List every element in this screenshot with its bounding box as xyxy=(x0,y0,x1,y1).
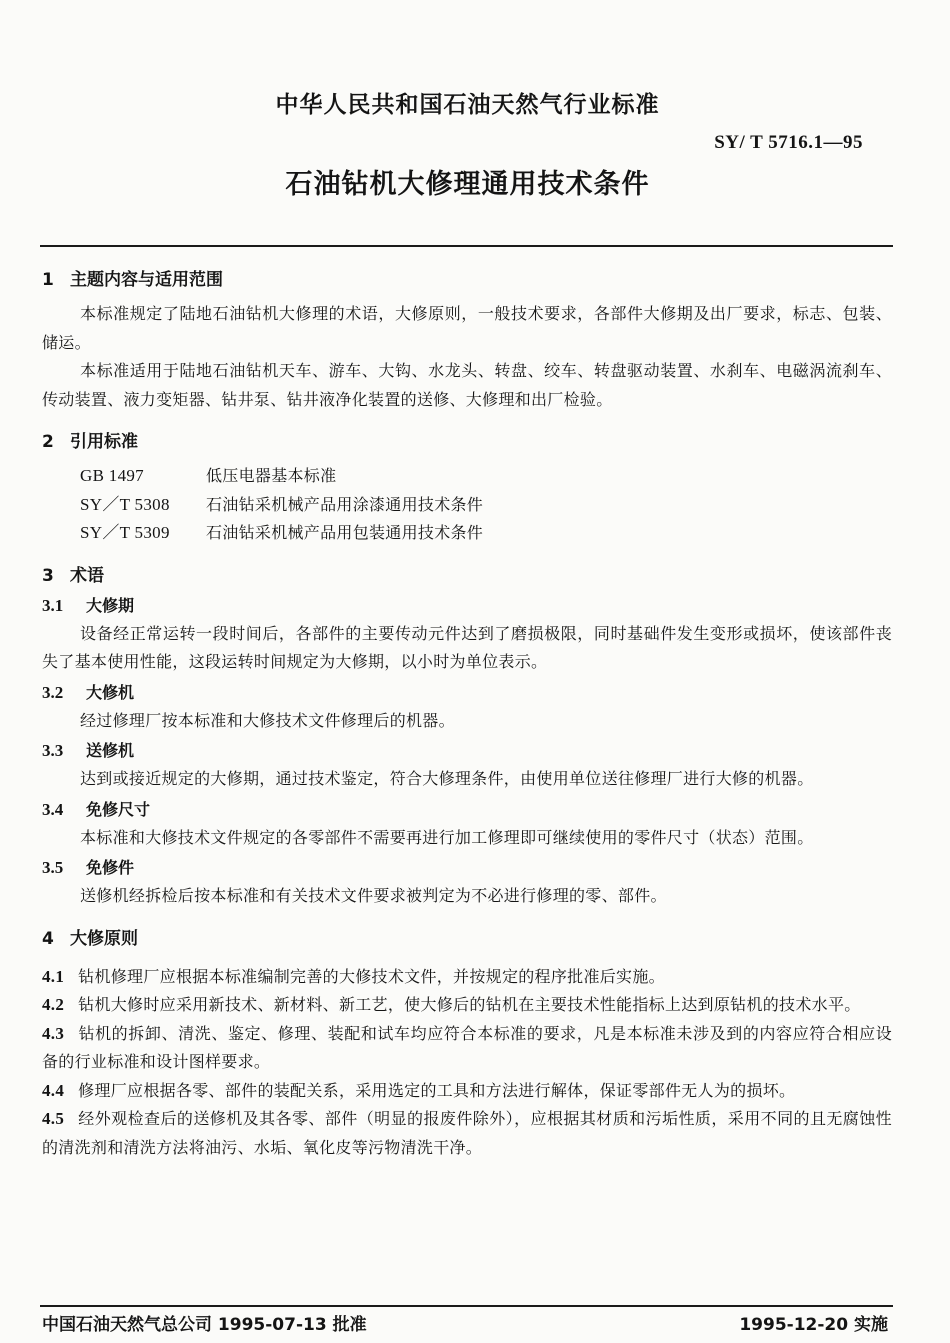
section-number: 2 xyxy=(42,432,54,452)
term-entry xyxy=(42,854,892,911)
reference-code: SY／T 5308 xyxy=(80,494,170,514)
term-name: 大修机 xyxy=(86,682,135,702)
clause-text: 钻机大修时应采用新技术、新材料、新工艺，使大修后的钻机在主要技术性能指标上达到原钻机的技术水平。 xyxy=(78,995,861,1014)
term-name: 免修尺寸 xyxy=(86,799,151,819)
term-entry xyxy=(42,737,892,794)
document-body xyxy=(42,266,892,1162)
clause-number: 4.4 xyxy=(42,1080,65,1100)
section-number: 3 xyxy=(42,565,54,586)
standard-code: SY/ T 5716.1—95 xyxy=(714,132,863,153)
term-heading xyxy=(42,592,892,620)
term-number: 3.4 xyxy=(42,799,64,819)
reference-code: GB 1497 xyxy=(80,466,144,485)
clause-number: 4.5 xyxy=(42,1109,65,1128)
term-definition: 设备经正常运转一段时间后，各部件的主要传动元件达到了磨损极限，同时基础件发生变形或损坏，使该部件丧失了基本使用性能，这段运转时间规定为大修期，以小时为单位表示。 xyxy=(42,623,892,671)
section-title: 引用标准 xyxy=(70,432,138,452)
reference-item xyxy=(42,519,892,548)
clause xyxy=(42,963,892,992)
implementation-date: 1995-12-20 实施 xyxy=(739,1315,888,1335)
section-heading xyxy=(42,925,892,953)
term-definition: 送修机经拆检后按本标准和有关技术文件要求被判定为不必进行修理的零、部件。 xyxy=(80,886,667,905)
term-entry xyxy=(42,679,892,736)
clause xyxy=(42,1105,892,1162)
term-heading xyxy=(42,737,892,765)
section-title: 术语 xyxy=(70,565,104,586)
clause-text: 钻机的拆卸、清洗、鉴定、修理、装配和试车均应符合本标准的要求，凡是本标准未涉及到的内容应符合相应设备的行业标准和设计图样要求。 xyxy=(42,1023,892,1071)
section-title: 主题内容与适用范围 xyxy=(70,270,223,290)
term-name: 大修期 xyxy=(86,595,135,615)
clause xyxy=(42,1077,892,1106)
reference-list xyxy=(42,462,892,548)
reference-title: 低压电器基本标准 xyxy=(206,466,337,485)
footer-divider xyxy=(40,1305,893,1307)
term-number: 3.2 xyxy=(42,682,64,702)
term-number: 3.1 xyxy=(42,595,64,615)
term-definition: 本标准和大修技术文件规定的各零部件不需要再进行加工修理即可继续使用的零件尺寸（状态）范围。 xyxy=(80,827,814,847)
term-entry xyxy=(42,796,892,853)
term-name: 送修机 xyxy=(86,741,135,760)
clause xyxy=(42,1020,892,1077)
term-number: 3.3 xyxy=(42,741,64,760)
clause-text: 修理厂应根据各零、部件的装配关系，采用选定的工具和方法进行解体，保证零部件无人为的损坏。 xyxy=(78,1080,796,1100)
paragraph: 本标准规定了陆地石油钻机大修理的术语，大修原则，一般技术要求，各部件大修期及出厂要求，标志、包装、储运。 xyxy=(42,304,892,352)
reference-title: 石油钻采机械产品用涂漆通用技术条件 xyxy=(206,494,484,514)
term-name: 免修件 xyxy=(86,858,135,877)
term-definition: 达到或接近规定的大修期，通过技术鉴定，符合大修理条件，由使用单位送往修理厂进行大修的机器。 xyxy=(80,769,814,788)
paragraph: 本标准适用于陆地石油钻机天车、游车、大钩、水龙头、转盘、绞车、转盘驱动装置、水刹车、电磁涡流刹车、传动装置、液力变矩器、钻井泵、钻井液净化装置的送修、大修理和出厂检验。 xyxy=(42,361,892,409)
section-title: 大修原则 xyxy=(70,928,138,949)
document-title: 石油钻机大修理通用技术条件 xyxy=(285,169,650,200)
reference-code: SY／T 5309 xyxy=(80,523,170,542)
section-heading xyxy=(42,428,892,456)
reference-item xyxy=(42,462,892,491)
reference-title: 石油钻采机械产品用包装通用技术条件 xyxy=(206,523,484,542)
section-heading xyxy=(42,266,892,294)
term-number: 3.5 xyxy=(42,858,64,877)
clause-number: 4.2 xyxy=(42,995,65,1014)
clause-text: 钻机修理厂应根据本标准编制完善的大修技术文件，并按规定的程序批准后实施。 xyxy=(78,966,665,986)
section-number: 4 xyxy=(42,928,54,949)
clause-number: 4.3 xyxy=(42,1023,65,1043)
term-heading xyxy=(42,796,892,824)
clause-text: 经外观检查后的送修机及其各零、部件（明显的报废件除外），应根据其材质和污垢性质，采用不同的且无腐蚀性的清洗剂和清洗方法将油污、水垢、氧化皮等污物清洗干净。 xyxy=(42,1109,892,1157)
term-definition: 经过修理厂按本标准和大修技术文件修理后的机器。 xyxy=(80,710,455,730)
section-number: 1 xyxy=(42,270,54,290)
term-heading xyxy=(42,854,892,882)
term-heading xyxy=(42,679,892,707)
clause-list xyxy=(42,963,892,1163)
industry-standard-heading: 中华人民共和国石油天然气行业标准 xyxy=(275,92,660,118)
header-divider xyxy=(40,245,893,247)
approval-note: 中国石油天然气总公司 1995-07-13 批准 xyxy=(42,1315,367,1335)
section-heading xyxy=(42,562,892,590)
reference-item xyxy=(42,491,892,520)
clause-number: 4.1 xyxy=(42,966,65,986)
clause xyxy=(42,991,892,1020)
term-entry xyxy=(42,592,892,677)
